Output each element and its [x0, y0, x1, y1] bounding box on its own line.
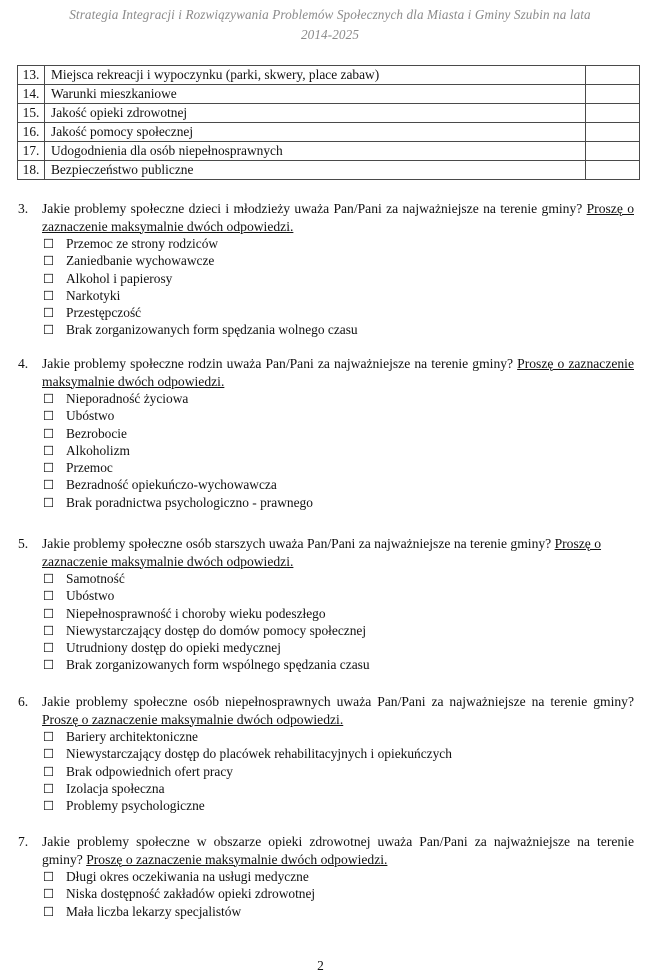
checkbox-icon[interactable]: ☐ [43, 236, 55, 251]
option-item[interactable] [43, 252, 634, 269]
question-text [42, 833, 634, 868]
table-row [18, 142, 640, 161]
option-item[interactable] [43, 390, 634, 407]
question-text [42, 200, 634, 235]
table-cell-number: 16. [18, 123, 45, 142]
option-label: Narkotyki [66, 287, 121, 303]
checkbox-icon[interactable]: ☐ [43, 903, 55, 919]
question-number: 6. [18, 694, 29, 709]
option-list [43, 235, 634, 339]
option-item[interactable] [43, 459, 634, 476]
table-cell-rating-input[interactable] [586, 85, 640, 104]
question-block [17, 535, 634, 674]
question-text-main: Jakie problemy społeczne w obszarze opieki zdrowotnej uważa Pan/Pani za najważniejsze na terenie gminy? [42, 834, 634, 867]
question-instruction: Proszę o zaznaczenie maksymalnie dwóch odpowiedzi. [86, 851, 388, 867]
option-item[interactable] [43, 605, 634, 622]
option-label: Problemy psychologiczne [66, 798, 205, 814]
checkbox-icon[interactable]: ☐ [43, 780, 55, 796]
checkbox-icon[interactable]: ☐ [43, 886, 55, 902]
option-item[interactable] [43, 442, 634, 459]
option-item[interactable] [43, 780, 634, 797]
table-cell-rating-input[interactable] [586, 161, 640, 180]
table-cell-number: 18. [18, 161, 45, 180]
question-heading [17, 833, 634, 868]
question-text-main: Jakie problemy społeczne dzieci i młodzieży uważa Pan/Pani za najważniejsze na terenie gminy? [42, 201, 587, 216]
checkbox-icon[interactable]: ☐ [43, 869, 55, 884]
checkbox-icon[interactable]: ☐ [43, 622, 55, 638]
question-instruction: Proszę o zaznaczenie maksymalnie dwóch odpowiedzi. [42, 356, 634, 389]
option-label: Brak poradnictwa psychologiczno - prawnego [66, 494, 313, 510]
option-label: Niewystarczający dostęp do domów pomocy społecznej [66, 622, 367, 638]
option-label: Niewystarczający dostęp do placówek rehabilitacyjnych i opiekuńczych [66, 746, 452, 762]
option-item[interactable] [43, 656, 634, 673]
checkbox-icon[interactable]: ☐ [43, 287, 55, 303]
option-label: Samotność [66, 571, 125, 586]
option-label: Alkohol i papierosy [66, 270, 173, 286]
option-label: Bezradność opiekuńczo-wychowawcza [66, 477, 277, 493]
option-label: Nieporadność życiowa [66, 391, 189, 406]
checkbox-icon[interactable]: ☐ [43, 640, 55, 656]
table-cell-number: 15. [18, 104, 45, 123]
table-cell-label: Jakość pomocy społecznej [45, 123, 586, 142]
question-heading [17, 693, 634, 728]
checkbox-icon[interactable]: ☐ [43, 746, 55, 762]
table-cell-label: Udogodnienia dla osób niepełnosprawnych [45, 142, 586, 161]
option-item[interactable] [43, 570, 634, 587]
checkbox-icon[interactable]: ☐ [43, 408, 55, 424]
option-item[interactable] [43, 745, 634, 762]
option-label: Alkoholizm [66, 442, 130, 458]
option-item[interactable] [43, 476, 634, 493]
table-cell-label: Miejsca rekreacji i wypoczynku (parki, skwery, place zabaw) [45, 66, 586, 85]
option-item[interactable] [43, 407, 634, 424]
option-item[interactable] [43, 868, 634, 885]
checkbox-icon[interactable]: ☐ [43, 605, 55, 621]
option-label: Bariery architektoniczne [66, 729, 198, 744]
option-label: Utrudniony dostęp do opieki medycznej [66, 640, 281, 656]
question-heading [17, 200, 634, 235]
table-row [18, 104, 640, 123]
question-instruction: Proszę o zaznaczenie maksymalnie dwóch odpowiedzi. [42, 201, 634, 234]
option-label: Przemoc ze strony rodziców [66, 236, 219, 251]
question-text [42, 535, 634, 570]
option-item[interactable] [43, 763, 634, 780]
table-cell-rating-input[interactable] [586, 123, 640, 142]
table-cell-rating-input[interactable] [586, 142, 640, 161]
question-instruction: Proszę o zaznaczenie maksymalnie dwóch odpowiedzi. [42, 536, 602, 569]
option-item[interactable] [43, 235, 634, 252]
option-label: Niepełnosprawność i choroby wieku podeszłego [66, 605, 326, 621]
header-line-1: Strategia Integracji i Rozwiązywania Problemów Społecznych dla Miasta i Gminy Szubin na lata [69, 7, 591, 22]
question-heading [17, 535, 634, 570]
option-item[interactable] [43, 728, 634, 745]
question-number: 7. [18, 834, 29, 849]
option-item[interactable] [43, 270, 634, 287]
option-item[interactable] [43, 287, 634, 304]
option-label: Bezrobocie [66, 425, 127, 441]
option-label: Brak zorganizowanych form spędzania wolnego czasu [66, 322, 358, 338]
question-block [17, 355, 634, 511]
question-block [17, 200, 634, 339]
question-block [17, 833, 634, 920]
table-row [18, 66, 640, 85]
option-label: Przemoc [66, 460, 113, 476]
option-label: Ubóstwo [66, 408, 115, 424]
option-list [43, 390, 634, 511]
question-text-main: Jakie problemy społeczne rodzin uważa Pan/Pani za najważniejsze na terenie gminy? [42, 356, 518, 371]
page-number: 2 [317, 958, 324, 973]
option-item[interactable] [43, 639, 634, 656]
checkbox-icon[interactable]: ☐ [43, 729, 55, 744]
checkbox-icon[interactable]: ☐ [43, 305, 55, 321]
table-cell-rating-input[interactable] [586, 66, 640, 85]
table-cell-label: Bezpieczeństwo publiczne [45, 161, 586, 180]
table-cell-label: Jakość opieki zdrowotnej [45, 104, 586, 123]
checkbox-icon[interactable]: ☐ [43, 477, 55, 493]
rating-table [17, 65, 640, 180]
checkbox-icon[interactable]: ☐ [43, 571, 55, 586]
table-cell-number: 17. [18, 142, 45, 161]
question-number: 3. [18, 201, 29, 216]
option-list [43, 728, 634, 814]
document-running-header [22, 5, 638, 45]
question-instruction: Proszę o zaznaczenie maksymalnie dwóch odpowiedzi. [42, 711, 344, 727]
option-item[interactable] [43, 425, 634, 442]
option-item[interactable] [43, 587, 634, 604]
option-label: Zaniedbanie wychowawcze [66, 253, 215, 269]
checkbox-icon[interactable]: ☐ [43, 798, 55, 814]
checkbox-icon[interactable]: ☐ [43, 270, 55, 286]
option-label: Brak odpowiednich ofert pracy [66, 763, 233, 779]
table-cell-label: Warunki mieszkaniowe [45, 85, 586, 104]
checkbox-icon[interactable]: ☐ [43, 322, 55, 338]
table-row [18, 85, 640, 104]
option-list [43, 868, 634, 920]
checkbox-icon[interactable]: ☐ [43, 588, 55, 604]
question-block [17, 693, 634, 814]
question-number: 5. [18, 536, 29, 551]
table-cell-number: 14. [18, 85, 45, 104]
checkbox-icon[interactable]: ☐ [43, 391, 55, 406]
option-label: Izolacja społeczna [66, 780, 165, 796]
option-item[interactable] [43, 321, 634, 338]
option-item[interactable] [43, 622, 634, 639]
option-item[interactable] [43, 885, 634, 902]
question-number: 4. [18, 356, 29, 371]
checkbox-icon[interactable]: ☐ [43, 253, 55, 269]
option-label: Brak zorganizowanych form wspólnego spędzania czasu [66, 657, 370, 673]
option-item[interactable] [43, 494, 634, 511]
checkbox-icon[interactable]: ☐ [43, 657, 55, 673]
option-item[interactable] [43, 304, 634, 321]
option-label: Przestępczość [66, 305, 142, 321]
question-text-main: Jakie problemy społeczne osób starszych uważa Pan/Pani za najważniejsze na terenie gminy? [42, 536, 555, 551]
question-text [42, 693, 634, 728]
checkbox-icon[interactable]: ☐ [43, 763, 55, 779]
question-text-main: Jakie problemy społeczne osób niepełnosprawnych uważa Pan/Pani za najważniejsze na terenie gminy? [42, 694, 634, 709]
option-label: Ubóstwo [66, 588, 115, 604]
option-label: Mała liczba lekarzy specjalistów [66, 903, 242, 919]
table-cell-rating-input[interactable] [586, 104, 640, 123]
question-heading [17, 355, 634, 390]
option-label: Długi okres oczekiwania na usługi medyczne [66, 869, 309, 884]
question-text [42, 355, 634, 390]
checkbox-icon[interactable]: ☐ [43, 494, 55, 510]
table-cell-number: 13. [18, 66, 45, 85]
checkbox-icon[interactable]: ☐ [43, 460, 55, 476]
table-row [18, 123, 640, 142]
option-list [43, 570, 634, 674]
option-item[interactable] [43, 797, 634, 814]
option-item[interactable] [43, 903, 634, 920]
option-label: Niska dostępność zakładów opieki zdrowotnej [66, 886, 316, 902]
checkbox-icon[interactable]: ☐ [43, 425, 55, 441]
header-line-2: 2014-2025 [300, 27, 360, 42]
rating-table-body [18, 66, 640, 180]
checkbox-icon[interactable]: ☐ [43, 442, 55, 458]
table-row [18, 161, 640, 180]
